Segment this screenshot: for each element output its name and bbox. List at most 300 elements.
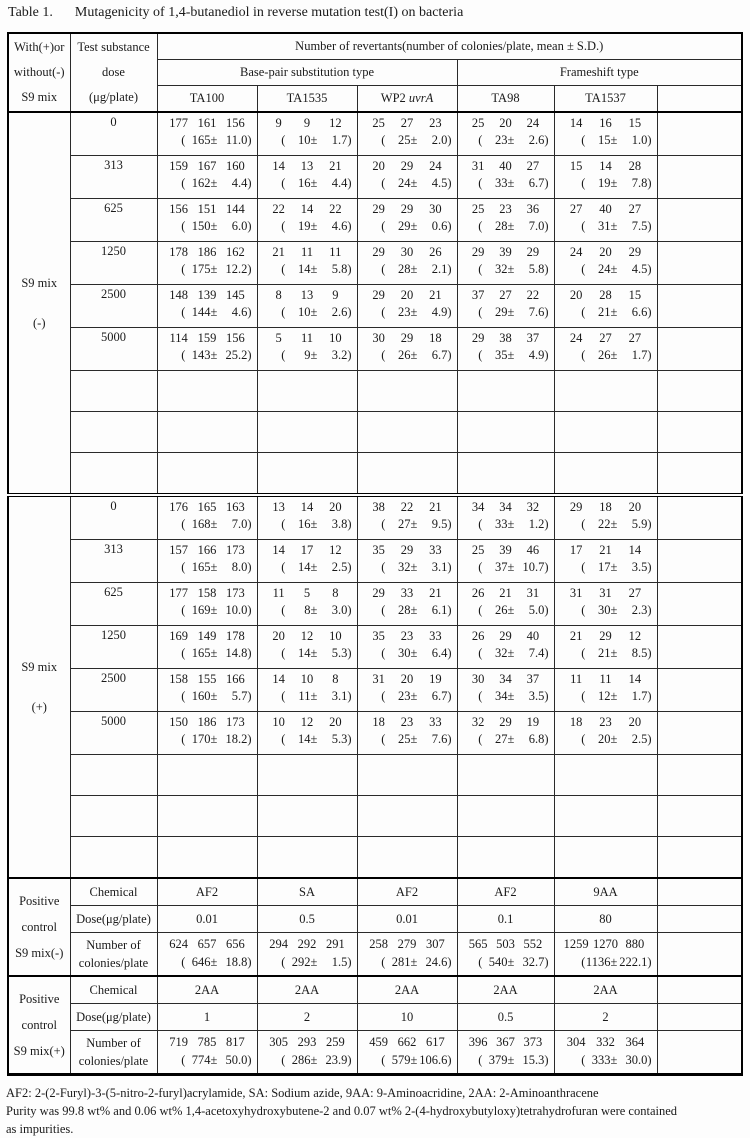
- empty-row: [8, 371, 742, 412]
- mean-sd: [458, 953, 554, 971]
- colony-count: 11: [300, 331, 314, 345]
- mean-sd: [258, 218, 357, 235]
- colony-count: 10: [329, 331, 342, 345]
- colony-count: 159: [197, 331, 217, 345]
- colony-count: 20: [372, 159, 385, 173]
- mean-sd: [458, 516, 554, 533]
- paren-close: ): [247, 517, 252, 531]
- revertant-cell: [357, 669, 457, 712]
- empty-cell: [657, 933, 742, 977]
- mean-sd: [458, 304, 554, 321]
- colony-count: 624: [169, 937, 189, 951]
- plus-minus: ±: [610, 348, 618, 362]
- revertant-cell: [257, 495, 357, 540]
- empty-cell: [457, 412, 554, 453]
- sd-value: 2.5: [631, 732, 648, 746]
- colony-count: 39: [499, 543, 512, 557]
- colony-count: 14: [628, 543, 642, 557]
- paren-close: ): [647, 560, 652, 574]
- colony-count: 156: [169, 202, 189, 216]
- colony-count: 40: [526, 629, 540, 643]
- mean-sd: [258, 261, 357, 278]
- revertant-cell: [457, 328, 554, 371]
- colony-counts: [555, 242, 657, 261]
- colony-counts: [258, 199, 357, 218]
- paren-close: ): [544, 176, 549, 190]
- plus-minus: ±: [310, 176, 318, 190]
- table-row: [8, 285, 742, 328]
- colony-count: 144: [225, 202, 245, 216]
- chemical-cell: 2AA: [257, 976, 357, 1004]
- mean-value: 16: [297, 517, 311, 531]
- empty-cell: [357, 837, 457, 879]
- colony-counts: [555, 199, 657, 218]
- empty-cell: [657, 626, 742, 669]
- colony-count: 1259: [563, 937, 589, 951]
- pc-dose-cell: 0.1: [457, 906, 554, 933]
- colony-count: 38: [499, 331, 512, 345]
- colony-count: 29: [400, 159, 414, 173]
- sd-value: 14.8: [225, 646, 248, 660]
- colony-counts: [458, 113, 554, 132]
- empty-row: [8, 837, 742, 879]
- pc-number-row: [8, 1031, 742, 1075]
- mean-sd: [555, 347, 657, 364]
- sd-value: 32.7: [522, 955, 545, 969]
- mean-sd: [358, 731, 457, 748]
- dose-cell: 313: [70, 540, 157, 583]
- table-row: [8, 669, 742, 712]
- mean-value: 28: [397, 603, 411, 617]
- paren-open: (: [381, 603, 386, 617]
- sd-value: 25.2: [225, 348, 248, 362]
- paren-close: ): [647, 603, 652, 617]
- colony-counts: [158, 328, 257, 347]
- paren-open: (: [181, 305, 186, 319]
- strain-wp2-text: WP2: [380, 91, 409, 105]
- mean-sd: [158, 688, 257, 705]
- chemical-cell: AF2: [357, 878, 457, 906]
- colony-count: 37: [526, 672, 540, 686]
- mean-value: 16: [297, 176, 311, 190]
- sd-value: 9.5: [431, 517, 448, 531]
- mean-value: 23: [494, 133, 508, 147]
- footnote-abbreviations: AF2: 2-(2-Furyl)-3-(5-nitro-2-furyl)acrylamide, SA: Sodium azide, 9AA: 9-Aminoacridine, 2AA: 2-Aminoanthracene: [6, 1086, 599, 1100]
- colony-count: 11: [329, 245, 342, 259]
- paren-close: ): [544, 955, 549, 969]
- mean-value: 20: [597, 732, 611, 746]
- paren-close: ): [447, 689, 452, 703]
- dose-header-line: Test substance: [77, 40, 150, 54]
- colony-count: 27: [499, 288, 512, 302]
- colony-count: 11: [570, 672, 583, 686]
- plus-minus: ±: [410, 1053, 418, 1067]
- s9-block-label: [8, 112, 70, 495]
- paren-open: (: [381, 560, 386, 574]
- dose-cell: 5000: [70, 328, 157, 371]
- colony-counts: [555, 497, 657, 516]
- paren-close: ): [447, 176, 452, 190]
- paren-open: (: [478, 305, 483, 319]
- colony-count: 23: [400, 715, 414, 729]
- s9-header-line: without(-): [13, 65, 65, 79]
- sd-value: 3.0: [331, 603, 348, 617]
- mean-value: 32: [494, 646, 508, 660]
- sd-value: 6.7: [528, 176, 545, 190]
- colony-count: 880: [625, 937, 645, 951]
- colony-counts: [458, 497, 554, 516]
- mean-sd: [258, 1051, 357, 1069]
- mean-value: 24: [597, 262, 611, 276]
- colony-count: 552: [523, 937, 543, 951]
- colony-count: 151: [197, 202, 217, 216]
- revertant-cell: [357, 626, 457, 669]
- colony-count: 37: [471, 288, 485, 302]
- colony-count: 33: [400, 586, 414, 600]
- empty-cell: [457, 453, 554, 496]
- mean-value: 31: [597, 219, 611, 233]
- colony-count: 5: [303, 586, 311, 600]
- colony-counts: [358, 242, 457, 261]
- dose-cell: 1250: [70, 242, 157, 285]
- paren-close: ): [544, 603, 549, 617]
- colony-counts: [158, 540, 257, 559]
- chemical-cell: AF2: [157, 878, 257, 906]
- paren-close: ): [347, 603, 352, 617]
- colony-count: 21: [499, 586, 512, 600]
- colony-counts: [158, 933, 257, 953]
- sd-value: 7.5: [631, 219, 648, 233]
- paren-open: (: [581, 517, 586, 531]
- paren-close: ): [647, 1053, 652, 1067]
- colony-count: 33: [429, 715, 442, 729]
- mean-value: 22: [597, 517, 611, 531]
- sd-value: 6.4: [431, 646, 448, 660]
- colony-counts: [358, 712, 457, 731]
- sd-value: 2.6: [528, 133, 545, 147]
- colony-count: 150: [169, 715, 189, 729]
- empty-cell: [657, 540, 742, 583]
- revertant-cell: [457, 583, 554, 626]
- revertant-cell: [157, 156, 257, 199]
- colony-count: 24: [569, 245, 583, 259]
- colony-counts: [555, 669, 657, 688]
- paren-close: ): [447, 133, 452, 147]
- sd-value: 7.4: [528, 646, 545, 660]
- paren-open: (: [381, 133, 386, 147]
- colony-count: 367: [496, 1035, 515, 1049]
- paren-close: ): [447, 646, 452, 660]
- mean-value: 165: [191, 646, 211, 660]
- colony-count: 22: [400, 500, 414, 514]
- colony-count: 14: [300, 202, 314, 216]
- colony-count: 10: [300, 672, 314, 686]
- paren-open: (: [281, 689, 286, 703]
- colony-counts: [258, 712, 357, 731]
- mean-value: 27: [494, 732, 508, 746]
- colony-count: 373: [523, 1035, 543, 1049]
- paren-close: ): [544, 1053, 549, 1067]
- mean-value: 160: [191, 689, 211, 703]
- plus-minus: ±: [610, 133, 618, 147]
- colony-count: 11: [599, 672, 612, 686]
- paren-close: ): [347, 305, 352, 319]
- colony-count: 31: [569, 586, 583, 600]
- paren-open: (: [381, 348, 386, 362]
- sd-value: 1.5: [331, 955, 348, 969]
- empty-cell: [657, 328, 742, 371]
- colony-counts: [158, 242, 257, 261]
- colony-counts: [555, 583, 657, 602]
- colony-count: 18: [372, 715, 385, 729]
- colony-count: 25: [471, 202, 485, 216]
- mean-value: 379: [488, 1053, 508, 1067]
- colony-count: 10: [272, 715, 285, 729]
- paren-close: ): [347, 732, 352, 746]
- colony-counts: [258, 242, 357, 261]
- revertant-cell: [554, 712, 657, 755]
- revertant-cell: [357, 1031, 457, 1075]
- sd-value: 7.6: [431, 732, 448, 746]
- paren-close: ): [247, 219, 252, 233]
- paren-open: (: [281, 646, 286, 660]
- sd-value: 6.8: [528, 732, 545, 746]
- empty-cell: [457, 837, 554, 879]
- paren-close: ): [447, 348, 452, 362]
- mean-value: 14: [297, 732, 311, 746]
- revertant-cell: [157, 199, 257, 242]
- paren-close: ): [447, 955, 452, 969]
- mean-sd: [158, 347, 257, 364]
- mean-sd: [158, 175, 257, 192]
- mean-sd: [358, 304, 457, 321]
- mean-value: 28: [494, 219, 508, 233]
- sd-value: 3.1: [331, 689, 348, 703]
- positive-control-label: [8, 976, 70, 1075]
- empty-cell: [657, 1004, 742, 1031]
- revertant-cell: [357, 285, 457, 328]
- colony-count: 20: [569, 288, 583, 302]
- mutagenicity-table: [7, 32, 743, 1076]
- plus-minus: ±: [610, 176, 618, 190]
- paren-close: ): [544, 689, 549, 703]
- sd-value: 222.1: [619, 955, 648, 969]
- revertant-cell: [554, 285, 657, 328]
- mean-value: 774: [191, 1053, 211, 1067]
- paren-open: (: [581, 219, 586, 233]
- colony-count: 161: [197, 116, 217, 130]
- colony-count: 12: [300, 629, 314, 643]
- revertant-cell: [157, 712, 257, 755]
- colony-count: 186: [197, 245, 217, 259]
- mean-value: 165: [191, 133, 211, 147]
- colony-count: 176: [169, 500, 189, 514]
- paren-close: ): [347, 348, 352, 362]
- mean-sd: [158, 731, 257, 748]
- colony-counts: [358, 113, 457, 132]
- paren-close: ): [447, 1053, 452, 1067]
- mean-value: 24: [397, 176, 411, 190]
- colony-counts: [258, 285, 357, 304]
- colony-counts: [458, 933, 554, 953]
- colony-counts: [458, 156, 554, 175]
- paren-open: (: [381, 732, 386, 746]
- empty-cell: [554, 412, 657, 453]
- base-pair-group-header: Base-pair substitution type: [157, 60, 457, 86]
- colony-count: 13: [300, 288, 314, 302]
- revertant-cell: [257, 328, 357, 371]
- paren-open: (: [181, 517, 186, 531]
- empty-cell: [257, 755, 357, 796]
- colony-counts: [358, 626, 457, 645]
- revertant-cell: [457, 1031, 554, 1075]
- mean-sd: [458, 688, 554, 705]
- colony-count: 17: [569, 543, 583, 557]
- colony-count: 27: [628, 202, 642, 216]
- colony-count: 24: [569, 331, 583, 345]
- colony-counts: [358, 933, 457, 953]
- paren-close: ): [544, 219, 549, 233]
- revertant-cell: [554, 112, 657, 156]
- plus-minus: ±: [507, 348, 515, 362]
- plus-minus: ±: [610, 732, 618, 746]
- revertant-cell: [257, 669, 357, 712]
- revertant-cell: [554, 495, 657, 540]
- mean-value: 26: [494, 603, 508, 617]
- paren-open: (: [181, 176, 186, 190]
- plus-minus: ±: [210, 560, 218, 574]
- colony-count: 29: [400, 543, 414, 557]
- paren-close: ): [447, 560, 452, 574]
- colony-counts: [458, 1031, 554, 1051]
- sd-value: 12.2: [225, 262, 248, 276]
- mean-sd: [358, 218, 457, 235]
- mean-value: 286: [291, 1053, 311, 1067]
- revertant-cell: [157, 112, 257, 156]
- empty-cell: [357, 755, 457, 796]
- colony-counts: [158, 285, 257, 304]
- plus-minus: ±: [310, 603, 318, 617]
- mean-sd: [458, 347, 554, 364]
- paren-open: (: [581, 603, 586, 617]
- mean-sd: [555, 261, 657, 278]
- s9-label-line: (-): [33, 316, 46, 330]
- paren-open: (: [581, 262, 586, 276]
- pc-label-line: control: [21, 920, 57, 934]
- mean-sd: [458, 261, 554, 278]
- paren-open: (: [381, 262, 386, 276]
- colony-count: 12: [329, 543, 342, 557]
- colony-counts: [458, 712, 554, 731]
- sd-value: 1.7: [631, 348, 648, 362]
- revertant-cell: [357, 156, 457, 199]
- sd-value: 4.9: [528, 348, 545, 362]
- paren-close: ): [647, 955, 652, 969]
- colony-counts: [458, 285, 554, 304]
- colony-counts: [258, 933, 357, 953]
- dose-cell: 0: [70, 495, 157, 540]
- sd-value: 50.0: [225, 1053, 248, 1067]
- revertant-cell: [257, 285, 357, 328]
- colony-count: 9: [275, 116, 282, 130]
- table-row: [8, 328, 742, 371]
- colony-counts: [258, 626, 357, 645]
- colony-counts: [158, 1031, 257, 1051]
- sd-value: 4.5: [631, 262, 648, 276]
- colony-counts: [555, 712, 657, 731]
- mean-sd: [458, 559, 554, 576]
- colony-count: 13: [272, 500, 285, 514]
- mean-value: 23: [397, 689, 411, 703]
- paren-close: ): [347, 219, 352, 233]
- paren-close: ): [347, 133, 352, 147]
- colony-count: 1270: [592, 937, 618, 951]
- paren-open: (: [381, 219, 386, 233]
- sd-value: 2.3: [631, 603, 648, 617]
- mean-value: 28: [397, 262, 411, 276]
- paren-open: (: [478, 219, 483, 233]
- paren-close: ): [247, 348, 252, 362]
- sd-value: 18.2: [225, 732, 248, 746]
- colony-count: 9: [332, 288, 339, 302]
- colony-count: 17: [300, 543, 314, 557]
- sd-value: 4.6: [231, 305, 248, 319]
- paren-open: (: [181, 560, 186, 574]
- plus-minus: ±: [410, 517, 418, 531]
- colony-count: 158: [169, 672, 189, 686]
- empty-cell: [657, 495, 742, 540]
- paren-close: ): [647, 219, 652, 233]
- revertant-cell: [357, 199, 457, 242]
- mean-value: 10: [297, 305, 311, 319]
- mean-value: 14: [297, 262, 311, 276]
- sd-value: 1.2: [528, 517, 545, 531]
- paren-close: ): [447, 517, 452, 531]
- paren-close: ): [247, 560, 252, 574]
- paren-open: (: [478, 262, 483, 276]
- colony-count: 29: [372, 586, 385, 600]
- revertant-cell: [457, 112, 554, 156]
- sd-value: 7.8: [631, 176, 648, 190]
- colony-count: 38: [372, 500, 385, 514]
- sd-value: 24.6: [425, 955, 448, 969]
- colony-counts: [458, 242, 554, 261]
- mean-sd: [555, 688, 657, 705]
- colony-counts: [555, 626, 657, 645]
- mean-value: 21: [597, 646, 611, 660]
- empty-cell: [657, 755, 742, 796]
- revertant-cell: [157, 328, 257, 371]
- colony-count: 293: [297, 1035, 317, 1049]
- number-row-label: [70, 1031, 157, 1075]
- paren-close: ): [647, 176, 652, 190]
- plus-minus: ±: [210, 517, 218, 531]
- colony-counts: [555, 1031, 657, 1051]
- colony-count: 157: [169, 543, 189, 557]
- dose-cell: 2500: [70, 285, 157, 328]
- paren-open: (: [281, 603, 286, 617]
- colony-count: 29: [400, 331, 414, 345]
- paren-open: (: [181, 955, 186, 969]
- mean-sd: [555, 304, 657, 321]
- empty-cell: [657, 371, 742, 412]
- paren-close: ): [544, 305, 549, 319]
- paren-close: ): [647, 689, 652, 703]
- paren-close: ): [347, 176, 352, 190]
- colony-count: 32: [471, 715, 485, 729]
- revertant-cell: [157, 933, 257, 977]
- sd-value: 5.7: [231, 689, 248, 703]
